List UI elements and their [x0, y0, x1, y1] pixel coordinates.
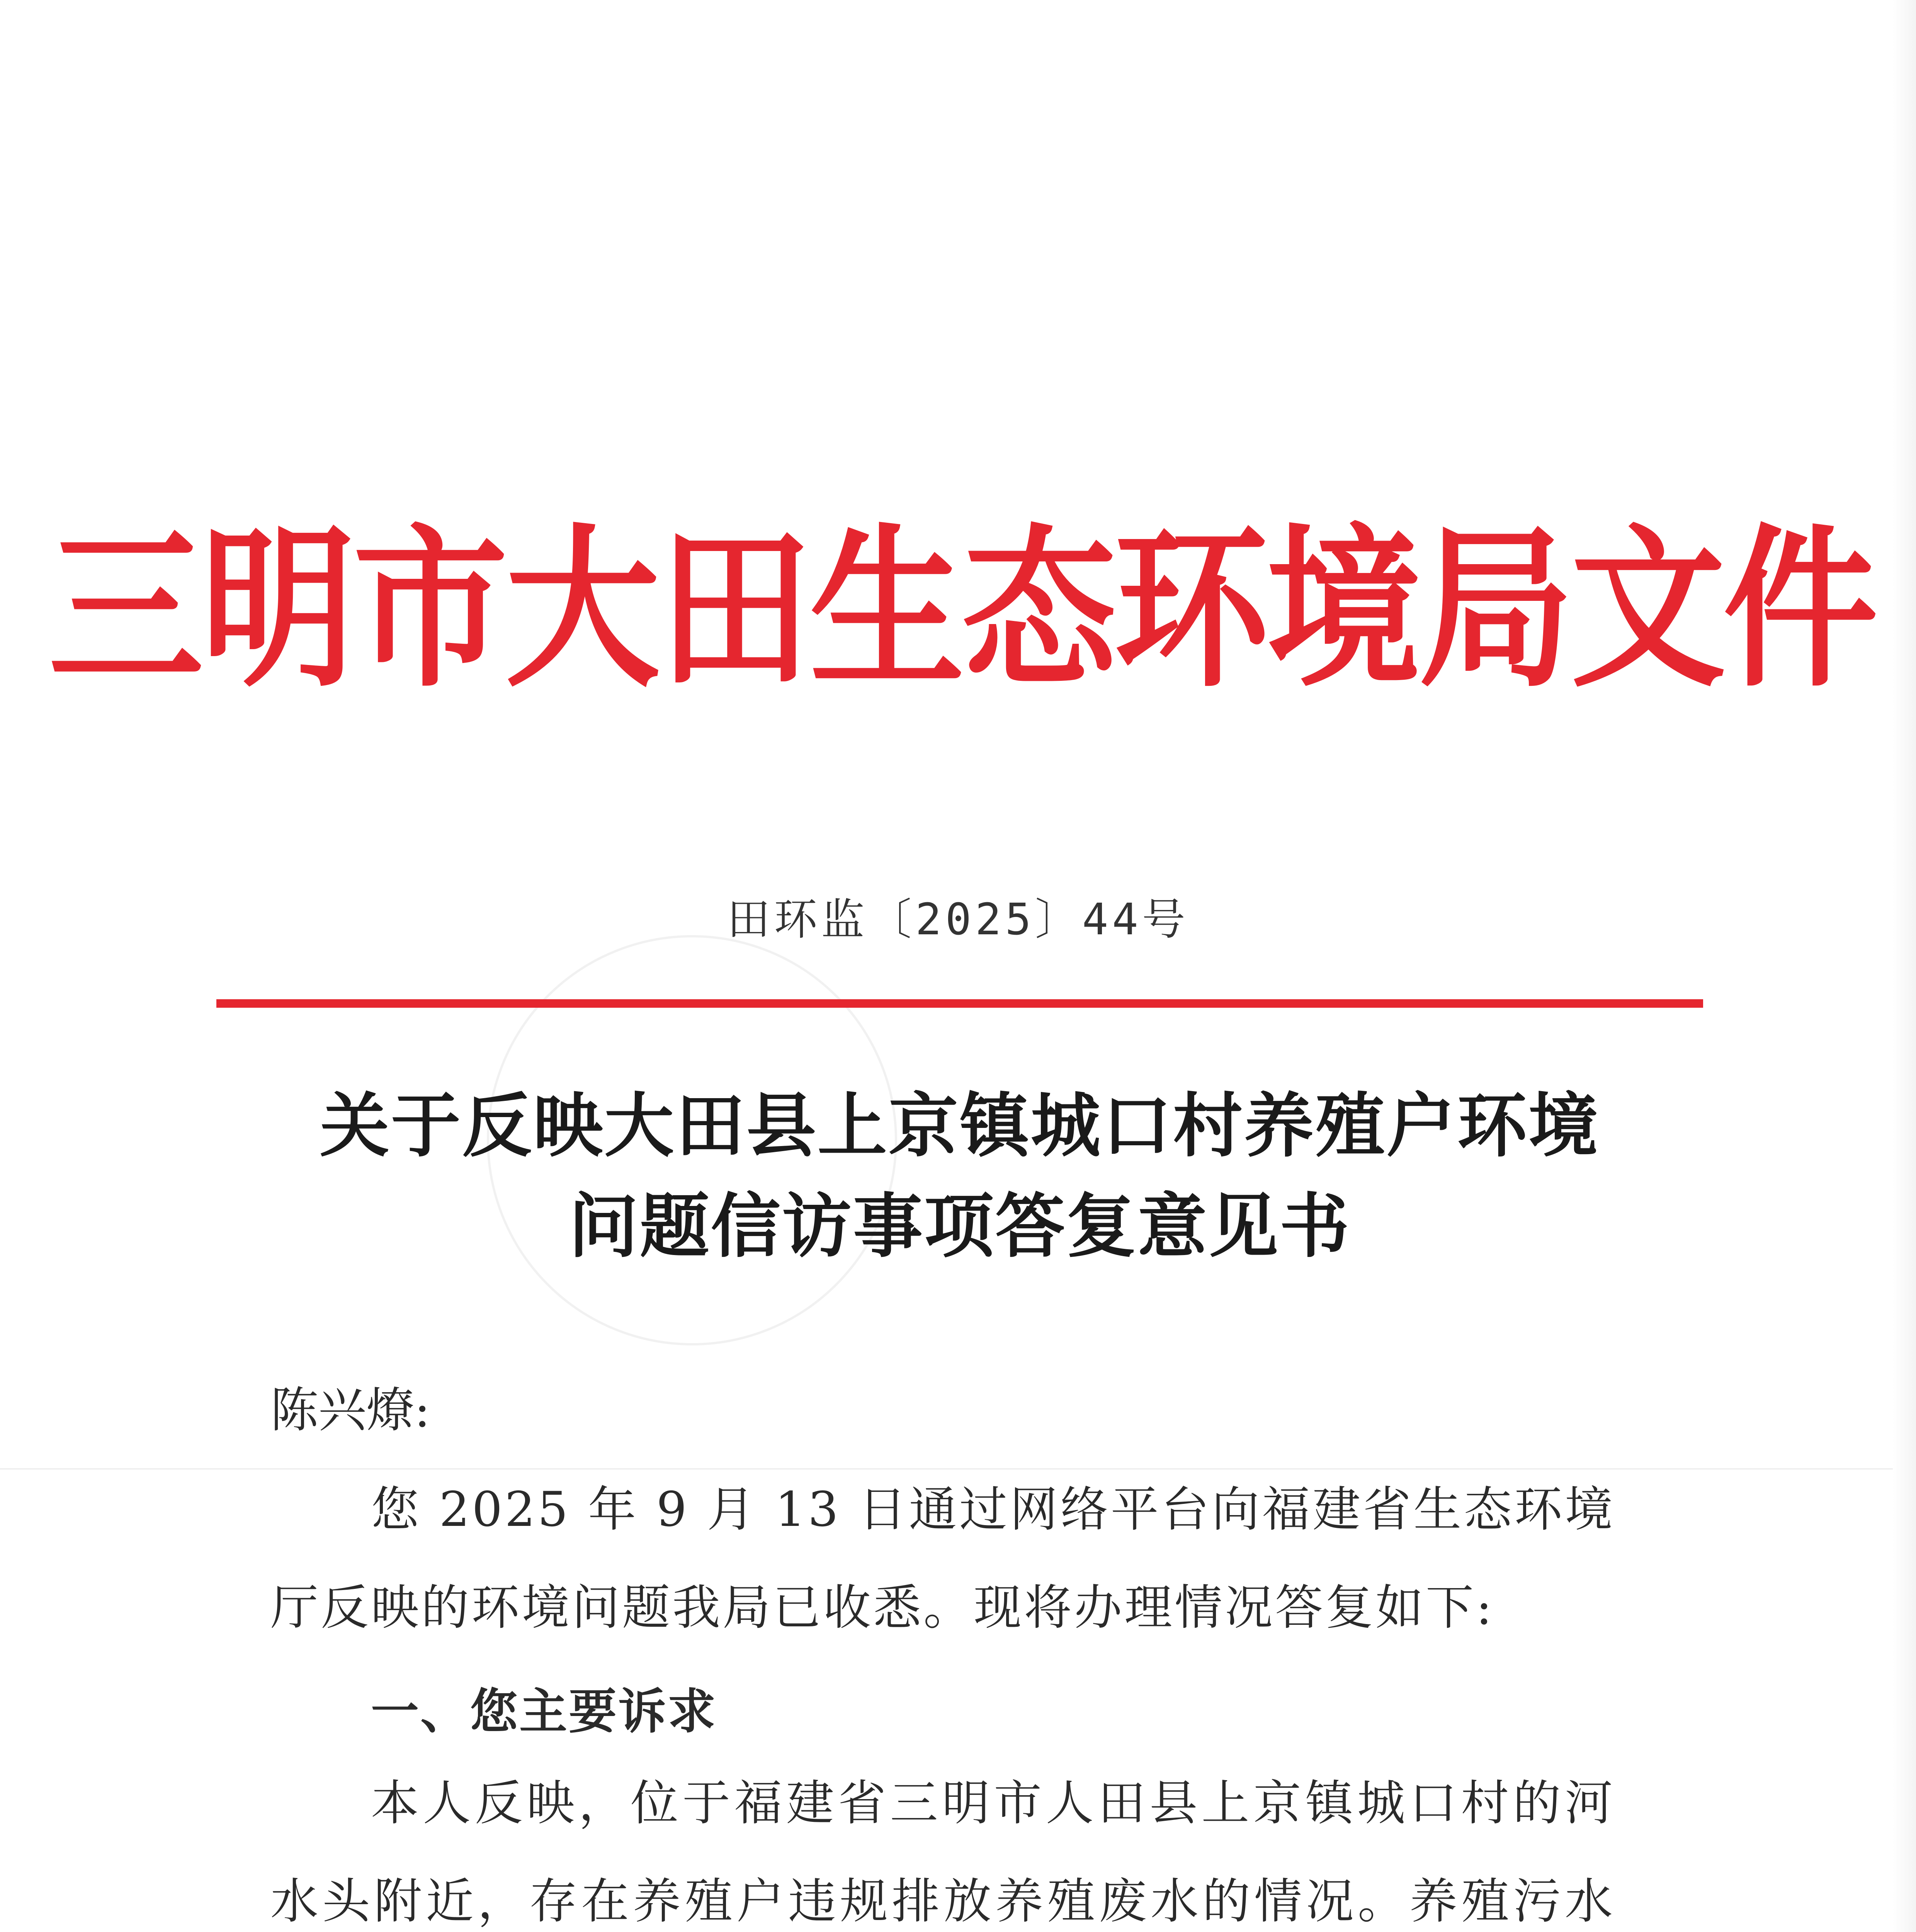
red-separator-rule: [216, 999, 1703, 1008]
agency-header-title: 三明市大田生态环境局文件: [49, 507, 1875, 711]
document-title-line-2: 问题信访事项答复意见书: [568, 1185, 1351, 1267]
section-heading-main-appeal: 一、您主要诉求: [371, 1684, 717, 1740]
document-title-line-1: 关于反映大田县上京镇城口村养殖户环境: [320, 1085, 1600, 1167]
body-paragraph-intro: 您 2025 年 9 月 13 日通过网络平台向福建省生态环境厅反映的环境问题我局已收悉。现将办理情况答复如下:: [270, 1482, 1615, 1636]
scan-edge-shadow: [1893, 0, 1916, 1932]
body-paragraph-appeal: 本人反映，位于福建省三明市人田县上京镇城口村的河水头附近，存在养殖户违规排放养殖废水的情况。养殖污水: [270, 1776, 1615, 1929]
salutation: 陈兴燎:: [270, 1383, 430, 1438]
document-number: 田环监〔2025〕44号: [727, 895, 1189, 945]
